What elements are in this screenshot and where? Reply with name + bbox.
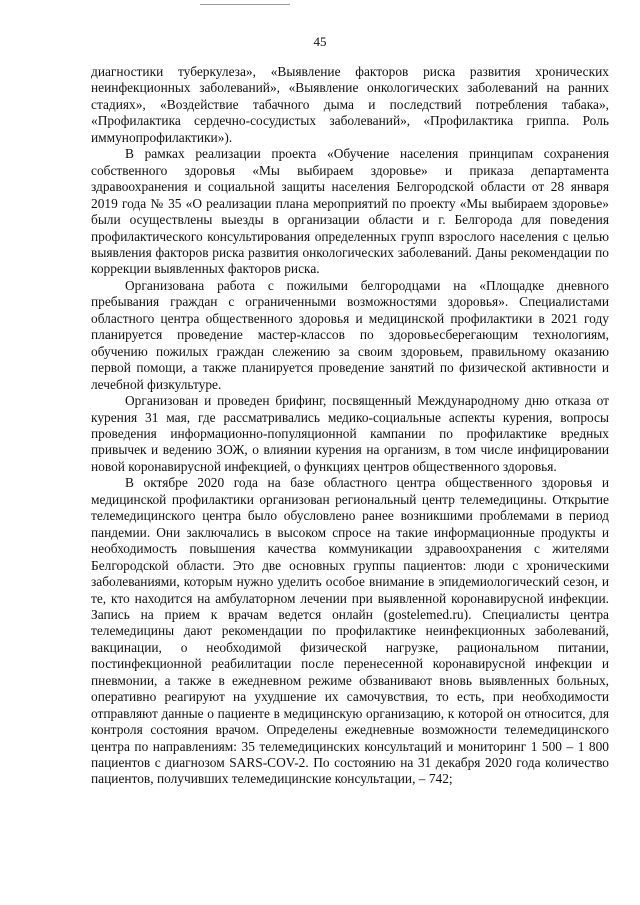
paragraph-continuation: диагностики туберкулеза», «Выявление факторов риска развития хронических неинфекционных заболеваний», «Выявление онкологических заболеваний на ранних стадиях», «Воздействие табачного дыма и последствий потребления табака», «Профилактика сердечно-сосудистых заболеваний», «Профилактика гриппа. Роль иммунопрофилактики»). bbox=[91, 64, 609, 145]
paragraph-telemedicine: В октябре 2020 года на базе областного центра общественного здоровья и медицинской профилактики организован региональный центр телемедицины. Открытие телемедицинского центра было обусловлено ранее возникшими проблемами в период пандемии. Они заключались в высоком спросе на такие информационные продукты и необходимость повышения качества коммуникации здравоохранения с жителями Белгородской области. Это две основных группы пациентов: люди с хроническими заболеваниями, которым нужно уделить особое внимание в эпидемиологический сезон, и те, кто находится на амбулаторном лечении при выявленной коронавирусной инфекции. Запись на прием к врачам ведется онлайн (gostelemed.ru). Специалисты центра телемедицины дают рекомендации по профилактике неинфекционных заболеваний, вакцинации, о необходимой физической нагрузке, рациональном питании, постинфекционной реабилитации после перенесенной коронавирусной инфекции и пневмонии, а также в ежедневном режиме обзванивают вновь выявленных больных, оперативно реагируют на ухудшение их самочувствия, то есть, при необходимости отправляют данные о пациенте в медицинскую организацию, к которой он относится, для контроля состояния врачом. Определены ежедневные возможности телемедицинского центра по направлениям: 35 телемедицинских консультаций и мониторинг 1 500 – 1 800 пациентов с диагнозом SARS-COV-2. По состоянию на 31 декабря 2020 года количество пациентов, получивших телемедицинские консультации, – 742; bbox=[91, 475, 609, 787]
paragraph-briefing: Организован и проведен брифинг, посвященный Международному дню отказа от курения 31 мая, где рассматривались медико-социальные аспекты курения, вопросы проведения информационно-популяционной кампании по профилактике вредных привычек и ведению ЗОЖ, о влиянии курения на организм, в том числе инфицировании новой коронавирусной инфекцией, о функциях центров общественного здоровья. bbox=[91, 393, 609, 474]
page-number: 45 bbox=[313, 34, 327, 49]
paragraph-elderly: Организована работа с пожилыми белгородцами на «Площадке дневного пребывания граждан с ограниченными возможностями здоровья». Специалистами областного центра общественного здоровья и медицинской профилактики в 2021 году планируется проведение мастер-классов по здоровьесберегающим технологиям, обучению пожилых граждан слежению за своим здоровьем, правильному оказанию первой помощи, а также планируется проведение занятий по физической активности и лечебной физкультуре. bbox=[91, 277, 609, 392]
paragraph-project: В рамках реализации проекта «Обучение населения принципам сохранения собственного здоровья «Мы выбираем здоровье» и приказа департамента здравоохранения и социальной защиты населения Белгородской области от 28 января 2019 года № 35 «О реализации плана мероприятий по проекту «Мы выбираем здоровье» были осуществлены выезды в организации области и г. Белгорода для поведения профилактического консультирования определенных групп взрослого населения с целью выявления факторов риска развития онкологических заболеваний. Даны рекомендации по коррекции выявленных факторов риска. bbox=[91, 146, 609, 277]
top-rule bbox=[200, 4, 290, 5]
document-body bbox=[91, 64, 609, 788]
